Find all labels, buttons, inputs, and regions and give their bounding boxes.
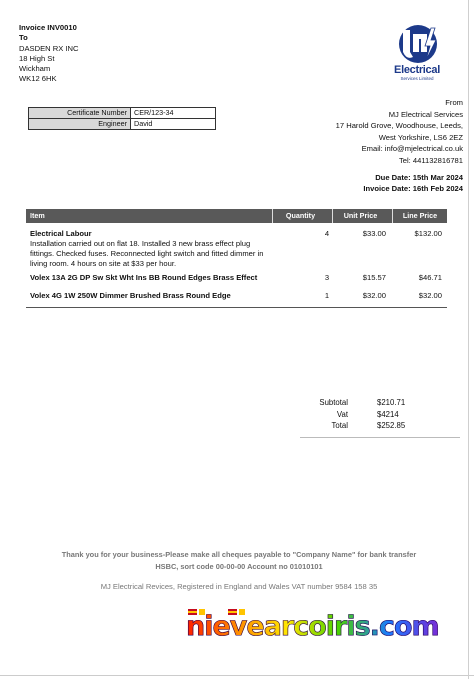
from-phone: Tel: 441132816781 [398, 155, 463, 165]
total-label: Total [331, 421, 348, 431]
engineer-row [29, 119, 216, 130]
certificate-table [28, 107, 216, 130]
payment-note-line-2: HSBC, sort code 00-00-00 Account no 01010101 [155, 561, 323, 571]
invoice-number: Invoice INV0010 [19, 23, 77, 32]
item-cell [30, 273, 280, 283]
from-address-2: West Yorkshire, LS6 2EZ [378, 132, 463, 142]
item-title: Volex 13A 2G DP Sw Skt Wht Ins BB Round Edges Brass Effect [30, 273, 258, 282]
engineer-value: David [131, 119, 216, 130]
invoice-date: Invoice Date: 16th Feb 2024 [363, 183, 463, 193]
item-title: Volex 4G 1W 250W Dimmer Brushed Brass Round Edge [30, 291, 231, 300]
totals-divider [300, 437, 460, 438]
logo-subtitle: Services Limited [400, 76, 434, 81]
item-unit-price: $15.57 [362, 273, 386, 282]
item-unit-price: $33.00 [362, 229, 386, 238]
item-line-price: $132.00 [414, 229, 442, 238]
page-right-border [468, 0, 469, 679]
items-table-header [26, 209, 447, 223]
certificate-number-label: Certificate Number [29, 108, 131, 119]
item-unit-price: $32.00 [362, 291, 386, 300]
engineer-label: Engineer [29, 119, 131, 130]
header-item: Item [30, 211, 45, 220]
header-unit-price: Unit Price [332, 209, 388, 223]
from-block [263, 97, 463, 167]
vat-label: Vat [336, 409, 348, 419]
to-label: To [19, 33, 28, 43]
from-address-1: 17 Harold Grove, Woodhouse, Leeds, [335, 121, 463, 131]
logo-wordmark: Electrical [394, 64, 440, 76]
watermark-text: nievearcoiris.com [186, 611, 439, 642]
item-cell [30, 291, 280, 301]
from-label: From [445, 98, 463, 107]
certificate-number-value: CER/123-34 [131, 108, 216, 119]
payment-note [60, 549, 418, 572]
registration-note: MJ Electrical Revices, Registered in England and Wales VAT number 9584 158 35 [100, 582, 378, 591]
total-value: $252.85 [377, 421, 406, 431]
subtotal-value: $210.71 [377, 398, 406, 407]
from-email: Email: info@mjelectrical.co.uk [361, 144, 463, 154]
item-line-price: $46.71 [418, 273, 442, 282]
header-line-price: Line Price [392, 209, 447, 223]
table-divider [26, 307, 447, 308]
customer-town: Wickham [19, 64, 51, 74]
item-cell [30, 229, 275, 269]
certificate-row [29, 108, 216, 119]
page-bottom-border [0, 675, 474, 676]
customer-street: 18 High St [19, 53, 55, 63]
item-quantity: 3 [324, 273, 330, 282]
due-date: Due Date: 15th Mar 2024 [375, 173, 463, 182]
item-quantity: 4 [324, 229, 330, 238]
watermark [186, 609, 446, 649]
item-line-price: $32.00 [418, 291, 442, 300]
item-quantity: 1 [324, 291, 330, 300]
from-company: MJ Electrical Services [388, 109, 463, 119]
payment-note-line-1: Thank you for your business-Please make all cheques payable to "Company Name" for bank transfer [61, 550, 417, 559]
customer-block [19, 23, 79, 85]
customer-name: DASDEN RX INC [19, 43, 79, 53]
subtotal-label: Subtotal [319, 398, 348, 407]
customer-postcode: WK12 6HK [19, 74, 57, 84]
item-description: Installation carried out on flat 18. Installed 3 new brass effect plug fittings. Checked fuses. Reconnected light switch and fitted dimmer in living room. 4 hours on site at $33 per hour. [30, 239, 264, 268]
vat-value: $4214 [377, 409, 399, 419]
header-quantity: Quantity [272, 209, 328, 223]
dates-block [263, 173, 463, 194]
item-title: Electrical Labour [30, 229, 92, 238]
